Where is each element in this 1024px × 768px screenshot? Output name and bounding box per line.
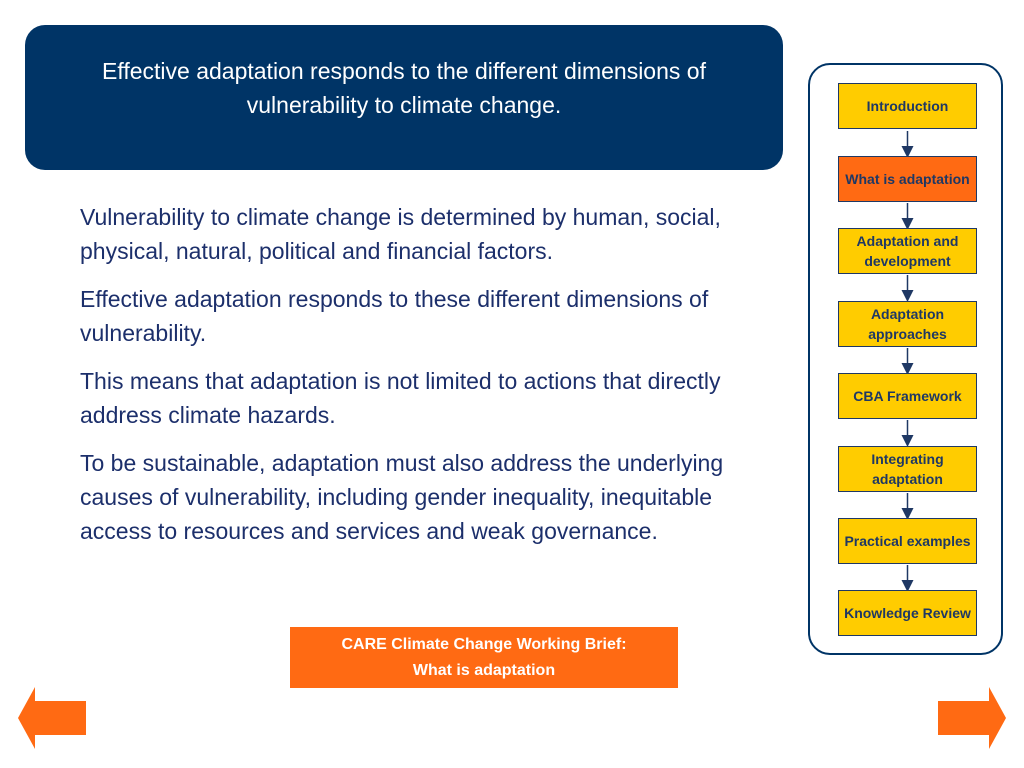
nav-item-what-is-adaptation[interactable] (838, 156, 977, 202)
nav-item-integrating-adaptation[interactable] (838, 446, 977, 492)
nav-item-label: Adaptation approaches (868, 306, 947, 342)
left-arrow-icon[interactable] (16, 686, 88, 750)
next-button[interactable] (938, 687, 1006, 749)
page-title: Effective adaptation responds to the different dimensions of vulnerability to climate change. (102, 57, 706, 118)
paragraph-4: To be sustainable, adaptation must also address the underlying causes of vulnerability, including gender inequality, inequitable access to resources and services and weak governance. (80, 450, 724, 544)
nav-item-practical-examples[interactable] (838, 518, 977, 564)
nav-item-label: Introduction (866, 98, 949, 114)
prev-button[interactable] (18, 687, 86, 749)
nav-item-label: Integrating adaptation (871, 451, 944, 487)
brief-link-line2: What is adaptation (412, 661, 556, 679)
nav-item-introduction[interactable] (838, 83, 977, 129)
nav-item-cba-framework[interactable] (838, 373, 977, 419)
nav-item-knowledge-review[interactable] (838, 590, 977, 636)
nav-item-label: Knowledge Review (844, 605, 971, 621)
paragraph-2: Effective adaptation responds to these different dimensions of vulnerability. (80, 286, 709, 346)
paragraph-1: Vulnerability to climate change is determined by human, social, physical, natural, political and financial factors. (80, 204, 721, 264)
nav-item-label: What is adaptation (845, 171, 970, 187)
paragraph-3: This means that adaptation is not limited to actions that directly address climate hazards. (80, 368, 721, 428)
nav-item-label: CBA Framework (853, 388, 962, 404)
right-arrow-icon[interactable] (936, 686, 1008, 750)
nav-item-adaptation-and-development[interactable] (838, 228, 977, 274)
nav-item-adaptation-approaches[interactable] (838, 301, 977, 347)
nav-item-label: Practical examples (844, 533, 971, 549)
nav-item-label: Adaptation and development (856, 233, 959, 269)
brief-link-line1: CARE Climate Change Working Brief: (341, 635, 627, 653)
